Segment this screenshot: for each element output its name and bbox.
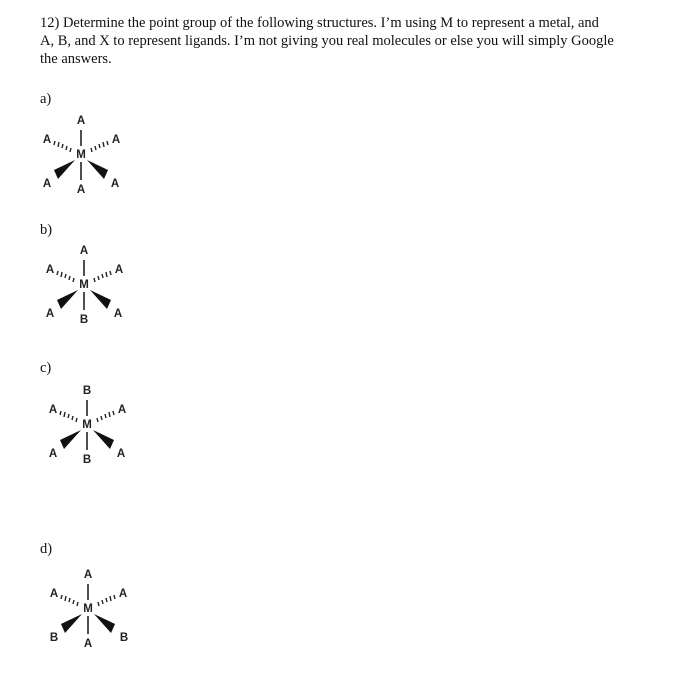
ligand-lower-right: B (119, 632, 129, 644)
ligand-lower-left: A (42, 178, 52, 190)
wedge-bond-lower-left (60, 430, 81, 449)
ligand-lower-left: B (49, 632, 59, 644)
octahedral-structure-c (37, 372, 137, 482)
ligand-upper-right: A (118, 588, 128, 600)
ligand-top: A (76, 115, 86, 127)
wedge-bond-lower-right (94, 614, 115, 633)
hashed-bond-upper-left (54, 141, 71, 152)
octahedral-structure-a (31, 102, 131, 212)
wedge-bond-lower-right (87, 160, 108, 179)
hashed-bond-upper-left (57, 271, 74, 282)
ligand-top: B (82, 385, 92, 397)
question-line-2: A, B, and X to represent ligands. I’m not giving you real molecules or else you will simply Google (40, 33, 614, 49)
question-line-1: 12) Determine the point group of the following structures. I’m using M to represent a metal, and (40, 15, 599, 31)
ligand-upper-right: A (117, 404, 127, 416)
wedge-bond-lower-right (93, 430, 114, 449)
hashed-bond-upper-right (94, 271, 111, 282)
structure-d (38, 556, 138, 666)
wedge-bond-lower-left (57, 290, 78, 309)
ligand-lower-left: A (48, 448, 58, 460)
structure-c (37, 372, 137, 482)
part-c-label: c) (40, 360, 52, 376)
metal-center: M (76, 149, 86, 161)
ligand-upper-left: A (45, 264, 55, 276)
question-text (40, 14, 670, 68)
ligand-lower-left: A (45, 308, 55, 320)
metal-center: M (82, 419, 92, 431)
ligand-upper-right: A (111, 134, 121, 146)
octahedral-structure-d (38, 556, 138, 666)
metal-center: M (83, 603, 93, 615)
part-a-label: a) (40, 91, 52, 107)
hashed-bond-upper-right (98, 595, 115, 606)
hashed-bond-upper-right (97, 411, 114, 422)
ligand-lower-right: A (110, 178, 120, 190)
wedge-bond-lower-right (90, 290, 111, 309)
ligand-upper-left: A (48, 404, 58, 416)
question-line-3: the answers. (40, 51, 112, 67)
ligand-lower-right: A (113, 308, 123, 320)
wedge-bond-lower-left (61, 614, 82, 633)
ligand-bottom: A (83, 638, 93, 650)
hashed-bond-upper-right (91, 141, 108, 152)
ligand-top: A (83, 569, 93, 581)
ligand-bottom: B (82, 454, 92, 466)
metal-center: M (79, 279, 89, 291)
hashed-bond-upper-left (60, 411, 77, 422)
ligand-bottom: A (76, 184, 86, 196)
wedge-bond-lower-left (54, 160, 75, 179)
structure-a (31, 102, 131, 212)
structure-b (34, 232, 134, 342)
part-b-label: b) (40, 222, 53, 238)
octahedral-structure-b (34, 232, 134, 342)
ligand-bottom: B (79, 314, 89, 326)
ligand-upper-left: A (42, 134, 52, 146)
ligand-upper-right: A (114, 264, 124, 276)
hashed-bond-upper-left (61, 595, 78, 606)
ligand-upper-left: A (49, 588, 59, 600)
part-d-label: d) (40, 541, 53, 557)
ligand-top: A (79, 245, 89, 257)
ligand-lower-right: A (116, 448, 126, 460)
